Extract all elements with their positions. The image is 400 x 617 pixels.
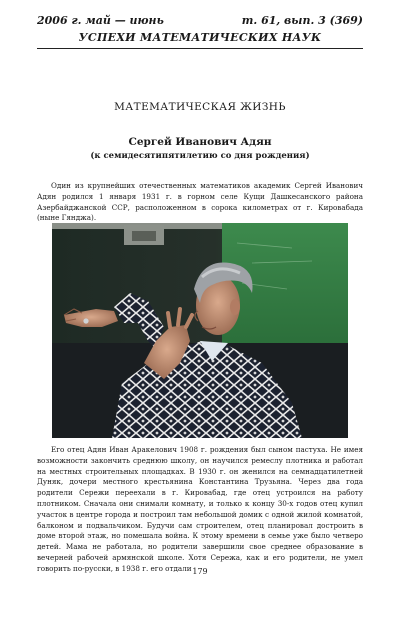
journal-title: УСПЕХИ МАТЕМАТИЧЕСКИХ НАУК <box>78 31 322 44</box>
paragraph-biography: Его отец Адян Иван Аракелович 1908 г. рождения был сыном пастуха. Не имея возможности закончить среднюю школу, он научился ремеслу плотника и работал на местных строительных площадках. В 1930 г. он женился на семнадцатилетней Дуняк, дочери местного крестьянина Константина Трузьяна. Через два года родители Сережи переехали в г. Кировабад, где отец устроился на работу плотником. Сначала они снимали комнату, и только к концу 30-х годов отец купил участок в центре города и построил там небольшой домик с одной жилой комнатой, балконом и подвальчиком. Будучи сам строителем, отец планировал достроить в доме второй этаж, но помешала война. К этому времени в семье уже было четверо детей. Мама не работала, но родители завершили свое среднее образование в вечерней рабочей армянской школе. Хотя Сережа, как и его родители, не умел говорить по-русски, в 1938 г. его отдали <box>37 445 363 573</box>
article-title: Сергей Иванович Адян <box>128 136 272 148</box>
header-volume: т. 61, вып. 3 (369) <box>241 14 363 27</box>
article-subtitle: (к семидесятипятилетию со дня рождения) <box>90 151 310 161</box>
portrait-photo <box>52 223 348 438</box>
running-header <box>37 14 363 27</box>
page-number: 179 <box>192 567 208 576</box>
header-rule <box>37 48 363 49</box>
section-title: МАТЕМАТИЧЕСКАЯ ЖИЗНЬ <box>114 101 286 113</box>
paragraph-intro: Один из крупнейших отечественных математиков академик Сергей Иванович Адян родился 1 января 1931 г. в горном селе Кущи Дашкесанского района Азербайджанской ССР, расположенном в сорока километрах от г. Кировабада (ныне Гянджа). <box>37 181 363 223</box>
header-date: 2006 г. май — июнь <box>37 14 164 27</box>
portrait-photo-illustration <box>52 223 348 438</box>
